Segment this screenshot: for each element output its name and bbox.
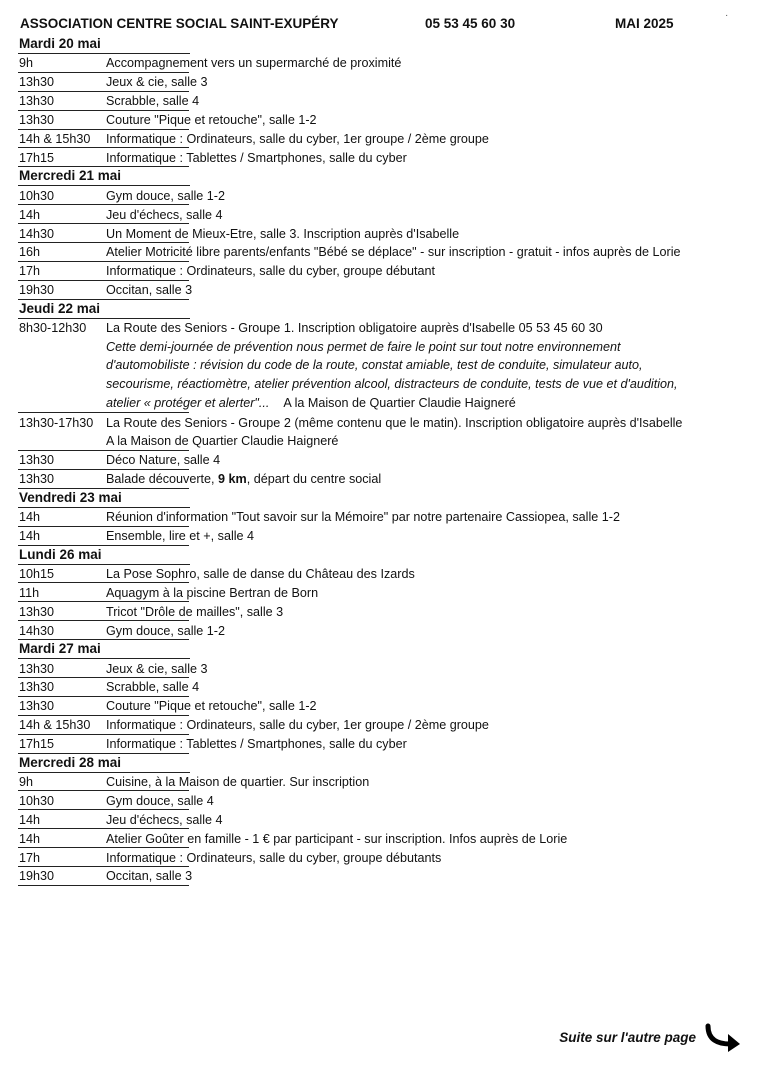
- row-divider: [18, 753, 189, 754]
- event-time: 10h15: [19, 567, 55, 581]
- schedule-row: [18, 92, 748, 111]
- schedule-row: [18, 470, 748, 489]
- event-time: 17h15: [19, 737, 55, 752]
- event-time: 14h & 15h30: [19, 718, 91, 733]
- schedule-row: [18, 867, 748, 886]
- event-time: 14h: [19, 510, 41, 525]
- event-description: Un Moment de Mieux-Etre, salle 3. Inscription auprès d'Isabelle: [106, 226, 460, 241]
- page-header: [20, 10, 744, 34]
- event-time: 19h30: [19, 283, 55, 298]
- schedule-row: [18, 583, 748, 602]
- schedule-row: [18, 565, 748, 584]
- event-description: Réunion d'information "Tout savoir sur la Mémoire" par notre partenaire Cassiopea, salle 1-2: [106, 510, 620, 525]
- event-time: 14h30: [19, 226, 55, 241]
- event-description: La Route des Seniors - Groupe 2 (même contenu que le matin). Inscription obligatoire auprès d'Isabelle: [106, 415, 683, 430]
- event-time: 19h30: [19, 869, 55, 884]
- event-description: Ensemble, lire et +, salle 4: [106, 529, 255, 544]
- event-time: 9h: [19, 56, 34, 71]
- schedule-row: [18, 111, 748, 130]
- event-time: 14h30: [19, 623, 55, 638]
- row-divider: [18, 166, 189, 167]
- schedule-row: [18, 186, 748, 205]
- event-time: 13h30: [19, 661, 55, 676]
- event-description: Informatique : Ordinateurs, salle du cyber, groupe débutants: [106, 850, 442, 865]
- schedule-row: [18, 848, 748, 867]
- event-time: 10h30: [19, 188, 55, 203]
- day-title: Mercredi 21 mai: [18, 167, 190, 186]
- schedule-row: [18, 621, 748, 640]
- day-section: [18, 300, 748, 489]
- schedule-row: [18, 697, 748, 716]
- row-divider: [18, 639, 189, 640]
- event-description: Informatique : Ordinateurs, salle du cyber, groupe débutant: [106, 264, 436, 279]
- footer: [559, 1022, 742, 1052]
- schedule-row: [18, 205, 748, 224]
- schedule-row: [18, 527, 748, 546]
- schedule-row: [18, 73, 748, 92]
- schedule-row: [18, 451, 748, 470]
- schedule-row: [18, 791, 748, 810]
- event-time: 8h30-12h30: [19, 321, 87, 336]
- event-description: Couture "Pique et retouche", salle 1-2: [106, 113, 317, 128]
- day-title: Vendredi 23 mai: [18, 489, 190, 508]
- event-description: Occitan, salle 3: [106, 869, 193, 884]
- day-section: [18, 640, 748, 753]
- event-description: La Pose Sophro, salle de danse du Château des Izards: [106, 567, 415, 581]
- event-time: 10h30: [19, 793, 55, 808]
- schedule-row: [18, 810, 748, 829]
- event-description: Accompagnement vers un supermarché de proximité: [106, 56, 402, 71]
- event-time: 13h30: [19, 472, 55, 487]
- event-description: La Route des Seniors - Groupe 1. Inscription obligatoire auprès d'Isabelle 05 53 45 60 30: [106, 321, 603, 336]
- event-description: Jeux & cie, salle 3: [106, 75, 208, 90]
- event-details: atelier « protéger et alerter"... A la Maison de Quartier Claudie Haigneré: [106, 396, 516, 411]
- event-description: Scrabble, salle 4: [106, 680, 200, 695]
- event-time: 13h30: [19, 113, 55, 128]
- row-divider: [18, 488, 189, 489]
- event-description: Informatique : Tablettes / Smartphones, salle du cyber: [106, 150, 407, 165]
- event-description: Gym douce, salle 1-2: [106, 623, 225, 638]
- row-divider: [18, 299, 189, 300]
- curved-arrow-icon: [702, 1022, 742, 1052]
- event-time: 17h: [19, 850, 41, 865]
- event-description: Atelier Goûter en famille - 1 € par participant - sur inscription. Infos auprès de Lorie: [106, 831, 568, 846]
- event-time: 14h & 15h30: [19, 132, 91, 146]
- day-section: [18, 35, 748, 167]
- event-time: 13h30: [19, 604, 55, 619]
- schedule-row: [18, 54, 748, 73]
- event-time: 13h30: [19, 680, 55, 695]
- event-time: 14h: [19, 831, 41, 846]
- day-title: Jeudi 22 mai: [18, 300, 190, 319]
- phone-number: 05 53 45 60 30: [425, 16, 516, 31]
- schedule-row: [18, 659, 748, 678]
- schedule-row: [18, 602, 748, 621]
- event-description: Jeu d'échecs, salle 4: [106, 812, 223, 827]
- event-time: 13h30: [19, 453, 55, 468]
- event-time: 13h30: [19, 75, 55, 90]
- event-details: secourisme, réactiomètre, atelier prévention alcool, distracteurs de conduite, tests de vue et d'audition,: [106, 377, 678, 392]
- event-description: Informatique : Ordinateurs, salle du cyber, 1er groupe / 2ème groupe: [106, 132, 489, 146]
- event-description: Cuisine, à la Maison de quartier. Sur inscription: [106, 775, 370, 790]
- event-time: 14h: [19, 812, 41, 827]
- event-description: Scrabble, salle 4: [106, 94, 200, 109]
- schedule-row: [18, 281, 748, 300]
- event-description: Couture "Pique et retouche", salle 1-2: [106, 699, 317, 714]
- day-title: Lundi 26 mai: [18, 546, 190, 565]
- event-description: Jeux & cie, salle 3: [106, 661, 208, 676]
- schedule-row: [18, 773, 748, 792]
- event-description: Balade découverte, 9 km, départ du centre social: [106, 472, 382, 487]
- event-details: d'automobiliste : révision du code de la route, constat amiable, test de conduite, simulateur auto,: [106, 358, 643, 373]
- row-divider: [18, 885, 189, 886]
- event-description: Informatique : Ordinateurs, salle du cyber, 1er groupe / 2ème groupe: [106, 718, 489, 733]
- event-time: 17h15: [19, 150, 55, 165]
- day-title: Mercredi 28 mai: [18, 754, 190, 773]
- corner-mark: ·: [725, 10, 729, 21]
- event-description: Atelier Motricité libre parents/enfants "Bébé se déplace" - sur inscription - gratuit - infos auprès de Lorie: [106, 245, 681, 260]
- day-title: Mardi 27 mai: [18, 640, 190, 659]
- schedule-row: [18, 508, 748, 527]
- day-section: [18, 167, 748, 299]
- schedule-row: [18, 735, 748, 754]
- event-description: Tricot "Drôle de mailles", salle 3: [106, 604, 284, 619]
- schedule-row: [18, 148, 748, 167]
- event-description: Déco Nature, salle 4: [106, 453, 221, 468]
- schedule-row: [18, 829, 748, 848]
- schedule-row: [18, 413, 748, 451]
- event-location: A la Maison de Quartier Claudie Haigneré: [106, 434, 339, 449]
- event-time: 9h: [19, 775, 34, 790]
- event-time: 14h: [19, 207, 41, 222]
- event-description: Aquagym à la piscine Bertran de Born: [106, 585, 319, 600]
- schedule-row: [18, 319, 748, 414]
- organization-name: ASSOCIATION CENTRE SOCIAL SAINT-EXUPÉRY: [20, 16, 339, 31]
- schedule-row: [18, 224, 748, 243]
- day-title: Mardi 20 mai: [18, 35, 190, 54]
- event-time: 13h30: [19, 699, 55, 714]
- month-label: MAI 2025: [615, 16, 674, 31]
- schedule-row: [18, 262, 748, 281]
- schedule-row: [18, 243, 748, 262]
- continue-note: Suite sur l'autre page: [559, 1029, 696, 1045]
- row-divider: [18, 545, 189, 546]
- event-time: 16h: [19, 245, 41, 260]
- event-description: Jeu d'échecs, salle 4: [106, 207, 223, 222]
- schedule-row: [18, 130, 748, 149]
- event-time: 17h: [19, 264, 41, 279]
- schedule-row: [18, 678, 748, 697]
- day-section: [18, 754, 748, 886]
- event-time: 13h30: [19, 94, 55, 109]
- day-section: [18, 489, 748, 546]
- schedule: [18, 35, 748, 886]
- event-details: Cette demi-journée de prévention nous permet de faire le point sur tout notre environnement: [106, 339, 621, 354]
- event-time: 11h: [19, 585, 40, 600]
- day-section: [18, 546, 748, 641]
- event-description: Informatique : Tablettes / Smartphones, salle du cyber: [106, 737, 407, 752]
- event-description: Occitan, salle 3: [106, 283, 193, 298]
- event-description: Gym douce, salle 4: [106, 793, 214, 808]
- event-time: 13h30-17h30: [19, 415, 94, 430]
- event-time: 14h: [19, 529, 41, 544]
- schedule-row: [18, 716, 748, 735]
- event-description: Gym douce, salle 1-2: [106, 188, 225, 203]
